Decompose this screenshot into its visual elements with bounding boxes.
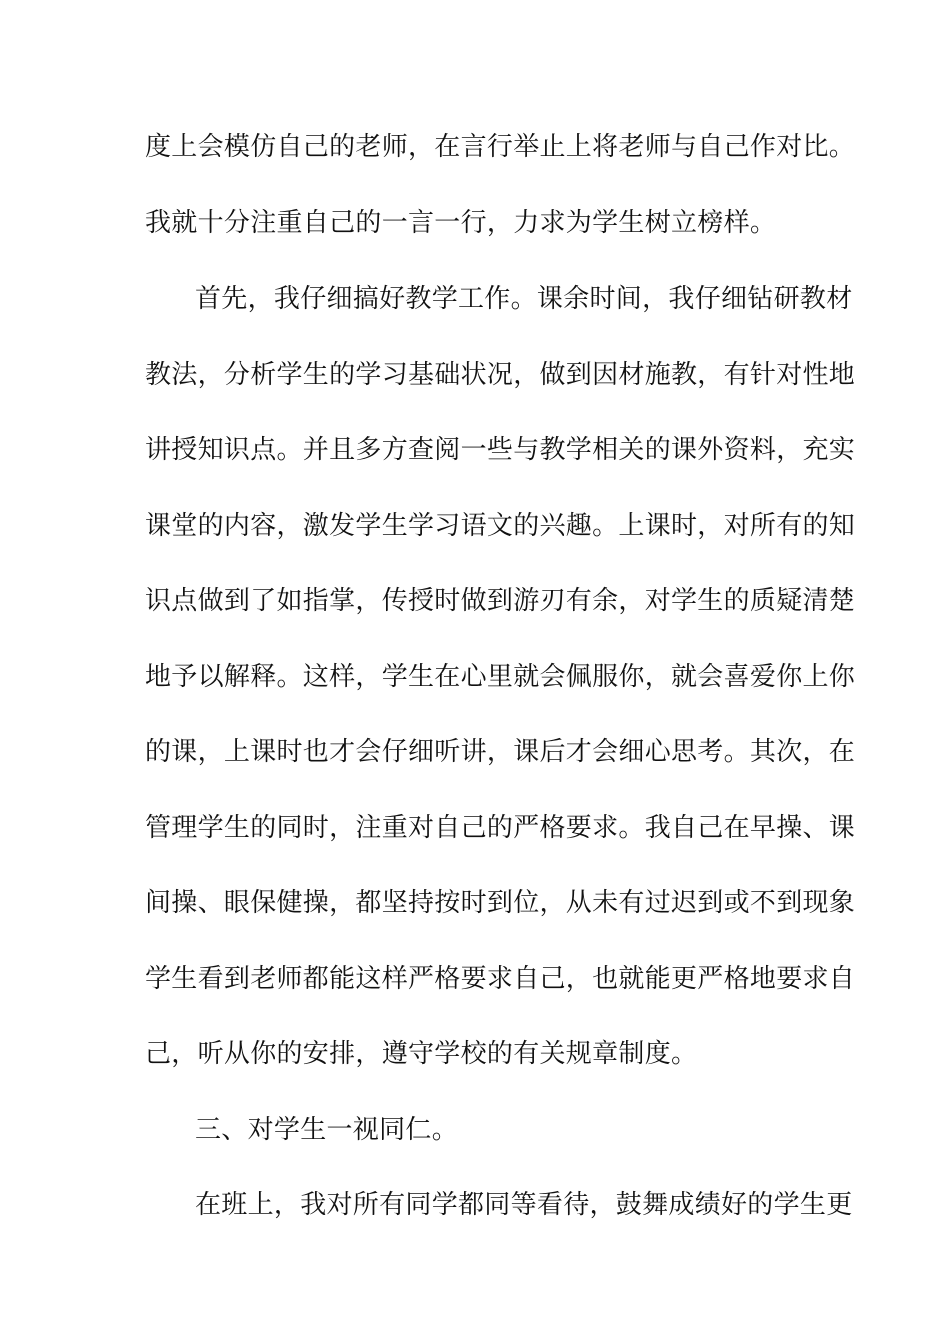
text-line: 地予以解释。这样，学生在心里就会佩服你，就会喜爱你上你 <box>145 662 856 692</box>
text-line: 间操、眼保健操，都坚持按时到位，从未有过迟到或不到现象 <box>145 888 856 918</box>
paragraph-start-line: 在班上，我对所有同学都同等看待，鼓舞成绩好的学生更 <box>195 1190 853 1220</box>
text-line: 己，听从你的安排，遵守学校的有关规章制度。 <box>145 1039 698 1069</box>
text-line: 课堂的内容，激发学生学习语文的兴趣。上课时，对所有的知 <box>145 511 856 541</box>
section-heading: 三、对学生一视同仁。 <box>195 1115 459 1145</box>
text-line: 教法，分析学生的学习基础状况，做到因材施教，有针对性地 <box>145 360 856 390</box>
text-line: 识点做到了如指掌，传授时做到游刃有余，对学生的质疑清楚 <box>145 586 856 616</box>
text-line: 的课，上课时也才会仔细听讲，课后才会细心思考。其次，在 <box>145 737 856 767</box>
text-line: 我就十分注重自己的一言一行，力求为学生树立榜样。 <box>145 208 777 238</box>
paragraph-start-line: 首先，我仔细搞好教学工作。课余时间，我仔细钻研教材 <box>195 284 853 314</box>
text-line: 学生看到老师都能这样严格要求自己，也就能更严格地要求自 <box>145 964 856 994</box>
text-line: 管理学生的同时，注重对自己的严格要求。我自己在早操、课 <box>145 813 856 843</box>
text-line: 讲授知识点。并且多方查阅一些与教学相关的课外资料，充实 <box>145 435 856 465</box>
text-line: 度上会模仿自己的老师，在言行举止上将老师与自己作对比。 <box>145 132 856 162</box>
